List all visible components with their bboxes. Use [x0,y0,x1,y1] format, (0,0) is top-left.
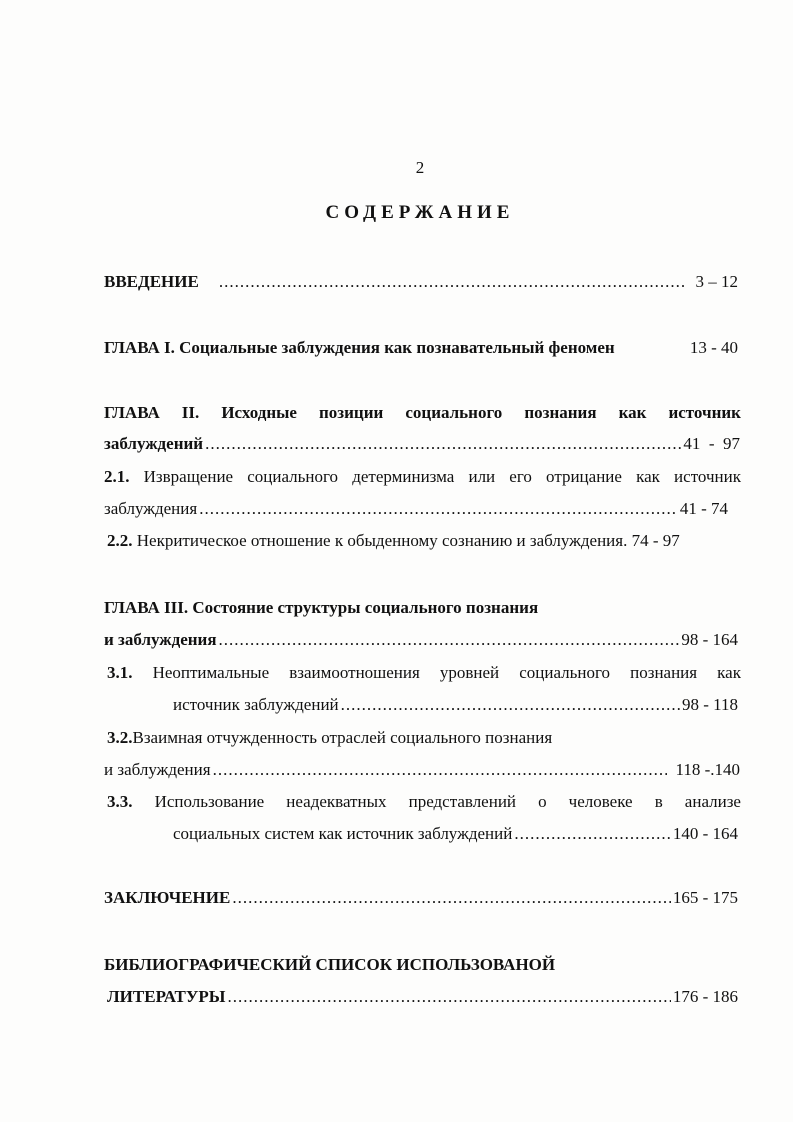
toc-entry-intro [104,272,738,292]
toc-entry-conclusion: ЗАКЛЮЧЕНИЕ ..... 165 - 175 [104,888,738,908]
toc-pages: 13 - 40 [689,338,738,357]
toc-pages: 41 - 74 [679,499,728,518]
toc-label: ГЛАВА I. Социальные заблуждения как познавательный феномен [104,338,615,357]
toc-entry-section-2-2: 2.2. Некритическое отношение к обыденному сознанию и заблуждения. 74 - 97 [107,531,680,550]
page-title: СОДЕРЖАНИЕ [325,202,515,223]
toc-pages: 176 - 186 [672,987,738,1006]
toc-entry-section-3-1-line2: источник заблуждений ..... 98 - 118 [173,695,738,715]
toc-pages: 98 - 164 [681,630,738,649]
toc-entry-chapter-2-line1: ГЛАВА II. Исходные позиции социального познания как источник [104,403,741,422]
toc-entry-section-2-1-line2: заблуждения ..... 41 - 74 [104,499,728,519]
toc-pages: 98 - 118 [681,695,738,714]
toc-entry-section-3-2-line1: 3.2.Взаимная отчужденность отраслей социального познания [107,728,553,747]
toc-pages: 165 - 175 [672,888,738,907]
toc-pages: 74 - 97 [631,531,680,550]
toc-pages: 118 -.140 [675,760,740,779]
toc-entry-section-3-2-line2: и заблуждения ..... 118 -.140 [104,760,740,780]
dot-leader [205,434,681,454]
page-number: 2 [415,158,425,177]
toc-entry-chapter-3-line1: ГЛАВА III. Состояние структуры социального познания [104,598,539,617]
toc-entry-section-3-1-line1: 3.1. Неоптимальные взаимоотношения уровней социального познания как [107,663,741,682]
dot-leader [199,499,678,519]
dot-leader [341,695,680,715]
dot-leader [213,760,668,780]
dot-leader [219,630,680,650]
toc-entry-chapter-3-line2: и заблуждения ..... 98 - 164 [104,630,738,650]
dot-leader [514,824,671,844]
toc-pages: 3 – 12 [695,272,738,291]
toc-entry-section-2-1-line1: 2.1. Извращение социального детерминизма или его отрицание как источник [104,467,741,486]
toc-pages: 140 - 164 [672,824,738,843]
toc-entry-bibliography-line1: БИБЛИОГРАФИЧЕСКИЙ СПИСОК ИСПОЛЬЗОВАНОЙ [104,955,556,974]
toc-entry-chapter-2-line2: заблуждений ..... 41 - 97 [104,434,740,454]
toc-entry-section-3-3-line2: социальных систем как источник заблуждений ..... 140 - 164 [173,824,738,844]
toc-pages: 41 - 97 [683,434,740,453]
dot-leader [232,888,670,908]
dot-leader [219,272,684,292]
toc-entry-section-3-3-line1: 3.3. Использование неадекватных представлений о человеке в анализе [107,792,741,811]
toc-label: ВВЕДЕНИЕ [104,272,199,291]
toc-entry-chapter-1 [104,338,738,358]
toc-entry-bibliography-line2: ЛИТЕРАТУРЫ ..... 176 - 186 [107,987,738,1007]
dot-leader [227,987,670,1007]
